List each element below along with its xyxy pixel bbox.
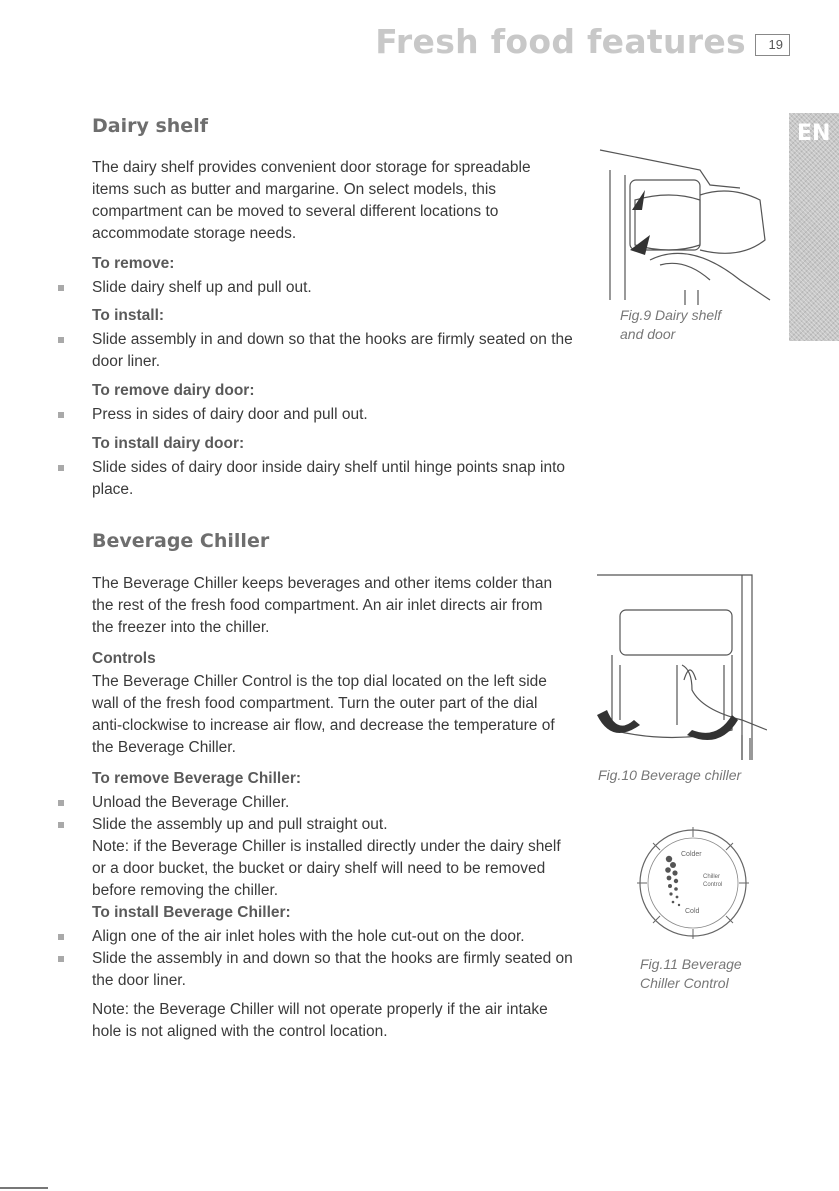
- chiller-remove-title: To remove Beverage Chiller:: [92, 770, 302, 787]
- step-text: Slide sides of dairy door inside dairy shelf until hinge points snap into place.: [92, 459, 566, 498]
- figure-11-caption: Fig.11 Beverage Chiller Control: [640, 956, 742, 991]
- dairy-remove-title: To remove:: [92, 255, 175, 272]
- bullet-marker: [58, 956, 64, 962]
- footer-rule: [0, 1187, 48, 1189]
- dial-label-chiller: Chiller: [703, 874, 721, 880]
- bullet-marker: [58, 285, 64, 291]
- controls-text: The Beverage Chiller Control is the top dial located on the left side wall of the fresh food compartment. Turn the outer part of the dial anti-clockwise to increase air flow, and decrease the temperature of the Beverage Chiller.: [92, 673, 555, 756]
- figure-9-caption: Fig.9 Dairy shelf and door: [620, 307, 722, 342]
- language-tab-label: EN: [797, 121, 831, 146]
- page-number: 19: [755, 34, 790, 56]
- bullet-marker: [58, 822, 64, 828]
- step-text: Press in sides of dairy door and pull out.: [92, 406, 368, 423]
- bullet-marker: [58, 412, 64, 418]
- beverage-chiller-intro: The Beverage Chiller keeps beverages and other items colder than the rest of the fresh food compartment. An air inlet directs air from the freezer into the chiller.: [92, 575, 553, 636]
- chiller-remove-note: Note: if the Beverage Chiller is installed directly under the dairy shelf or a door bucket, the bucket or dairy shelf will need to be removed before removing the chiller.: [92, 838, 561, 899]
- dairy-shelf-intro: The dairy shelf provides convenient door storage for spreadable items such as butter and margarine. On select models, this compartment can be moved to several different locations to accommodate storage needs.: [92, 159, 531, 242]
- dial-label-cold: Cold: [685, 908, 700, 915]
- step-text: Align one of the air inlet holes with the hole cut-out on the door.: [92, 928, 525, 945]
- chiller-install-step-1: [58, 926, 578, 948]
- dairy-remove-door-step: [58, 404, 578, 426]
- chiller-remove-step-1: [58, 792, 578, 814]
- chiller-install-step-2: [58, 948, 578, 992]
- dairy-install-title: To install:: [92, 307, 165, 324]
- bullet-marker: [58, 934, 64, 940]
- dairy-install-step: [58, 329, 578, 373]
- language-tab: [789, 113, 839, 341]
- dairy-install-door-step: [58, 457, 578, 501]
- dairy-remove-door-title: To remove dairy door:: [92, 382, 255, 399]
- step-text: Slide the assembly up and pull straight out.: [92, 816, 388, 833]
- beverage-chiller-heading: Beverage Chiller: [92, 530, 270, 552]
- chiller-remove-step-2: [58, 814, 578, 836]
- step-text: Slide dairy shelf up and pull out.: [92, 279, 312, 296]
- dairy-shelf-heading: Dairy shelf: [92, 115, 208, 137]
- chiller-install-note: Note: the Beverage Chiller will not operate properly if the air intake hole is not aligned with the control location.: [92, 1001, 548, 1040]
- dial-label-control: Control: [703, 882, 723, 888]
- step-text: Slide assembly in and down so that the hooks are firmly seated on the door liner.: [92, 331, 573, 370]
- page-title: Fresh food features: [375, 22, 746, 61]
- bullet-marker: [58, 337, 64, 343]
- beverage-chiller-illustration: [592, 570, 767, 760]
- chiller-control-dial: [633, 823, 753, 943]
- dairy-shelf-illustration: [590, 140, 780, 310]
- controls-title: Controls: [92, 650, 156, 667]
- chiller-install-title: To install Beverage Chiller:: [92, 904, 291, 921]
- step-text: Slide the assembly in and down so that the hooks are firmly seated on the door liner.: [92, 950, 573, 989]
- step-text: Unload the Beverage Chiller.: [92, 794, 290, 811]
- bullet-marker: [58, 465, 64, 471]
- bullet-marker: [58, 800, 64, 806]
- dial-label-colder: Colder: [681, 851, 702, 858]
- dairy-install-door-title: To install dairy door:: [92, 435, 245, 452]
- figure-10-caption: Fig.10 Beverage chiller: [598, 767, 742, 783]
- dairy-remove-step: [58, 277, 578, 299]
